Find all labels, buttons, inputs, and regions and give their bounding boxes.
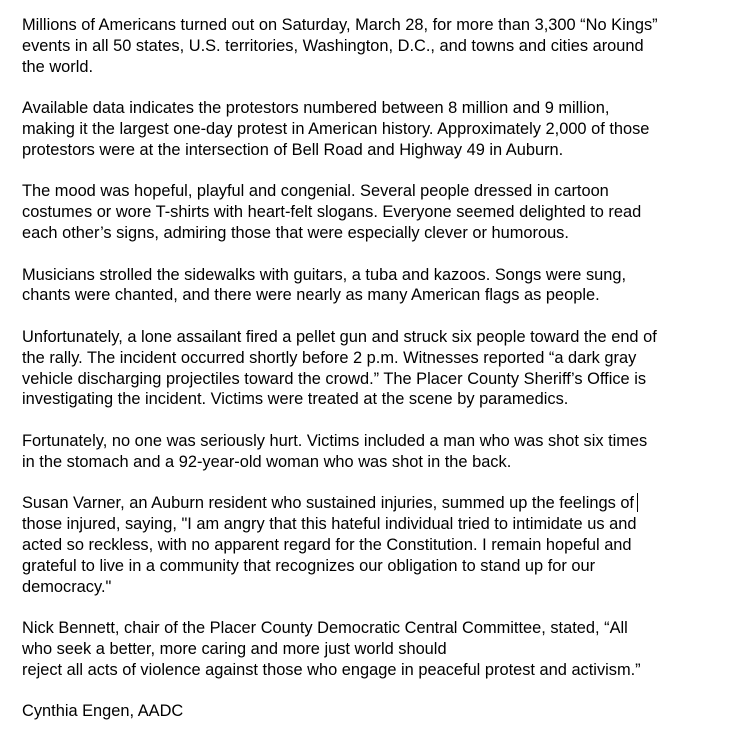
quote-rest: those injured, saying, "I am angry that this hateful individual tried to intimidate us and acted so reckless, with no apparent regard for the Constitution. I remain hopeful and grateful to live in a community that recognizes our obligation to stand up for our democracy."	[22, 515, 637, 596]
paragraph-no-kings-events: Millions of Americans turned out on Saturday, March 28, for more than 3,300 “No Kings” events in all 50 states, U.S. territories, Washington, D.C., and towns and cities around the world.	[22, 16, 658, 76]
paragraph-mood: The mood was hopeful, playful and congenial. Several people dressed in cartoon costumes or wore T-shirts with heart-felt slogans. Everyone seemed delighted to read each other’s signs, admiring those that were especially clever or humorous.	[22, 182, 642, 242]
paragraph-musicians: Musicians strolled the sidewalks with guitars, a tuba and kazoos. Songs were sung, chants were chanted, and there were nearly as many American flags as people.	[22, 265, 627, 305]
quote-first-line: Susan Varner, an Auburn resident who sustained injuries, summed up the feelings of	[22, 494, 634, 513]
paragraph-nick-bennett-statement: Nick Bennett, chair of the Placer County Democratic Central Committee, stated, “All who seek a better, more caring and more just world should reject all acts of violence against those who engage in peaceful protest and activism.”	[22, 619, 641, 679]
paragraph-assailant: Unfortunately, a lone assailant fired a pellet gun and struck six people toward the end of the rally. The incident occurred shortly before 2 p.m. Witnesses reported “a dark gray vehicle discharging projectiles toward the crowd.” The Placer County Sheriff’s Office is investigating the incident. Victims were treated at the scene by paramedics.	[22, 327, 657, 409]
signature: Cynthia Engen, AADC	[22, 702, 184, 721]
paragraph-susan-varner-quote	[22, 493, 732, 597]
paragraph-protestor-count: Available data indicates the protestors numbered between 8 million and 9 million, making it the largest one-day protest in American history. Approximately 2,000 of those protestors were at the intersection of Bell Road and Highway 49 in Auburn.	[22, 99, 650, 159]
document-body[interactable]	[22, 15, 732, 743]
paragraph-victims: Fortunately, no one was seriously hurt. Victims included a man who was shot six times in the stomach and a 92-year-old woman who was shot in the back.	[22, 431, 648, 471]
text-cursor	[637, 493, 638, 512]
